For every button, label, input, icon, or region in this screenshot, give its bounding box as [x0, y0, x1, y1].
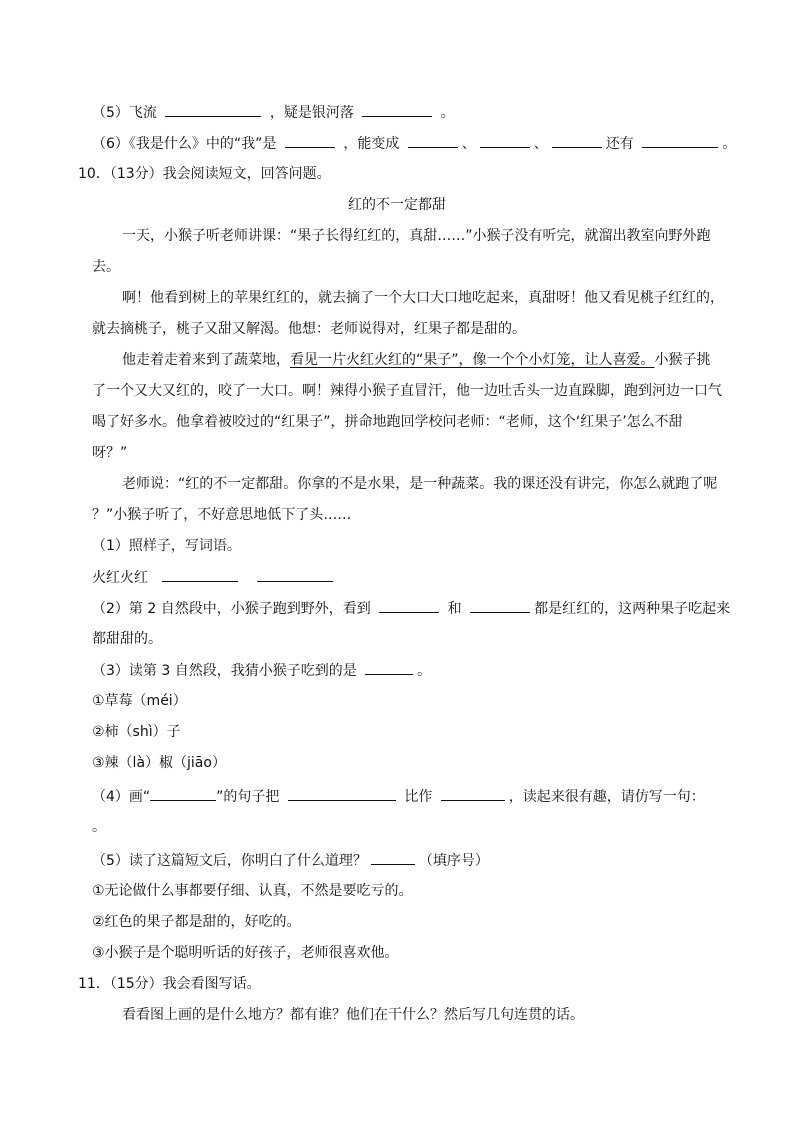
- underlined-sentence: 看见一片火红火红的“果子”，像一个个小灯笼，让人喜爱。: [290, 352, 655, 368]
- subq-3: [92, 660, 431, 681]
- answer-blank[interactable]: [371, 850, 415, 865]
- answer-blank[interactable]: [165, 102, 261, 117]
- subq-4-line2: 。: [92, 819, 106, 835]
- q9-5-prefix: （5）飞流: [92, 105, 157, 121]
- subq-2-mid: 和: [447, 601, 462, 617]
- subq-4: [92, 786, 705, 807]
- subq-5-pre: （5）读了这篇短文后，你明白了什么道理？: [92, 853, 367, 869]
- answer-blank[interactable]: [362, 102, 432, 117]
- subq-3-end: 。: [417, 663, 432, 679]
- passage-p4-line2: ？”小猴子听了，不好意思地低下了头……: [92, 507, 352, 523]
- answer-blank[interactable]: [150, 786, 216, 801]
- subq-2-pre: （2）第 2 自然段中，小猴子跑到野外，看到: [92, 601, 371, 617]
- option-2: ②红色的果子都是甜的，好吃的。: [92, 914, 301, 930]
- subq-4-mid2: 比作: [404, 789, 433, 805]
- passage-p4-line1: 老师说：“红的不一定都甜。你拿的不是水果，是一种蔬菜。我的课还没有讲完，你怎么就跑了呢: [122, 476, 718, 492]
- answer-blank[interactable]: [642, 133, 718, 148]
- subq-5: [92, 850, 489, 871]
- subq-1-answer-line: [92, 567, 337, 588]
- q9-5-end: 。: [440, 105, 455, 121]
- answer-blank[interactable]: [288, 786, 396, 801]
- answer-blank[interactable]: [379, 598, 439, 613]
- answer-blank[interactable]: [285, 133, 335, 148]
- q9-item-6: [92, 133, 736, 154]
- subq-4-post: ，读起来很有趣，请仿写一句：: [508, 789, 705, 805]
- subq-1: （1）照样子，写词语。: [92, 538, 241, 554]
- subq-3-pre: （3）读第 3 自然段，我猜小猴子吃到的是: [92, 663, 357, 679]
- example-word: 火红火红: [92, 570, 148, 586]
- q9-6-mid: ，能变成: [343, 136, 400, 152]
- passage-p1-line2: 去。: [92, 259, 120, 275]
- answer-blank[interactable]: [365, 660, 413, 675]
- q9-6-prefix: （6）《我是什么》中的“我”是: [92, 136, 277, 152]
- q10-header: 10．（13分）我会阅读短文，回答问题。: [78, 166, 331, 182]
- q11-header: 11．（15分）我会看图写话。: [78, 976, 261, 992]
- subq-5-post: （填序号）: [418, 853, 489, 869]
- subq-2-line2: 都甜甜的。: [92, 631, 162, 647]
- q9-5-mid: ，疑是银河落: [269, 105, 354, 121]
- passage-p2-line2: 就去摘桃子，桃子又甜又解渴。他想：老师说得对，红果子都是甜的。: [92, 321, 526, 337]
- q9-item-5: [92, 102, 455, 123]
- q9-6-end: 。: [722, 136, 737, 152]
- option-1: ①草莓（méi）: [92, 693, 187, 709]
- p3-post: 小猴子挑: [654, 352, 711, 368]
- option-1: ①无论做什么事都要仔细、认真，不然是要吃亏的。: [92, 883, 413, 899]
- subq-4-mid1: ”的句子把: [216, 789, 280, 805]
- answer-blank[interactable]: [408, 133, 458, 148]
- option-3: ③小猴子是个聪明听话的好孩子，老师很喜欢他。: [92, 945, 399, 961]
- passage-title: 红的不一定都甜: [348, 197, 446, 213]
- subq-2-post: 都是红红的，这两种果子吃起来: [534, 601, 731, 617]
- answer-blank[interactable]: [162, 567, 238, 582]
- subq-2: [92, 598, 730, 619]
- subq-4-pre: （4）画“: [92, 789, 151, 805]
- answer-blank[interactable]: [480, 133, 530, 148]
- answer-blank[interactable]: [441, 786, 505, 801]
- answer-blank[interactable]: [552, 133, 602, 148]
- passage-p3-line2: 了一个又大又红的，咬了一大口。啊！辣得小猴子直冒汗，他一边吐舌头一边直跺脚，跑到河边一口气: [92, 383, 722, 399]
- option-2: ②柿（shì）子: [92, 724, 181, 740]
- q9-6-sep2: 、: [533, 136, 548, 152]
- q11-prompt: 看看图上画的是什么地方？都有谁？他们在干什么？然后写几句连贯的话。: [122, 1007, 584, 1023]
- p3-pre: 他走着走着来到了蔬菜地，: [122, 352, 290, 368]
- passage-p3-line1: [122, 350, 711, 370]
- option-3: ③辣（là）椒（jiāo）: [92, 755, 226, 771]
- passage-p2-line1: 啊！他看到树上的苹果红红的，就去摘了一个大口大口地吃起来，真甜呀！他又看见桃子红红的，: [122, 290, 724, 306]
- passage-p1-line1: 一天，小猴子听老师讲课：“果子长得红红的，真甜……”小猴子没有听完，就溜出教室向野外跑: [122, 228, 711, 244]
- answer-blank[interactable]: [470, 598, 530, 613]
- answer-blank[interactable]: [257, 567, 333, 582]
- q9-6-mid2: 还有: [605, 136, 634, 152]
- q9-6-sep1: 、: [461, 136, 476, 152]
- passage-p3-line3: 喝了好多水。他拿着被咬过的“红果子”，拼命地跑回学校问老师：“老师，这个‘红果子’怎么不甜: [92, 414, 683, 430]
- passage-p3-line4: 呀？”: [92, 445, 128, 461]
